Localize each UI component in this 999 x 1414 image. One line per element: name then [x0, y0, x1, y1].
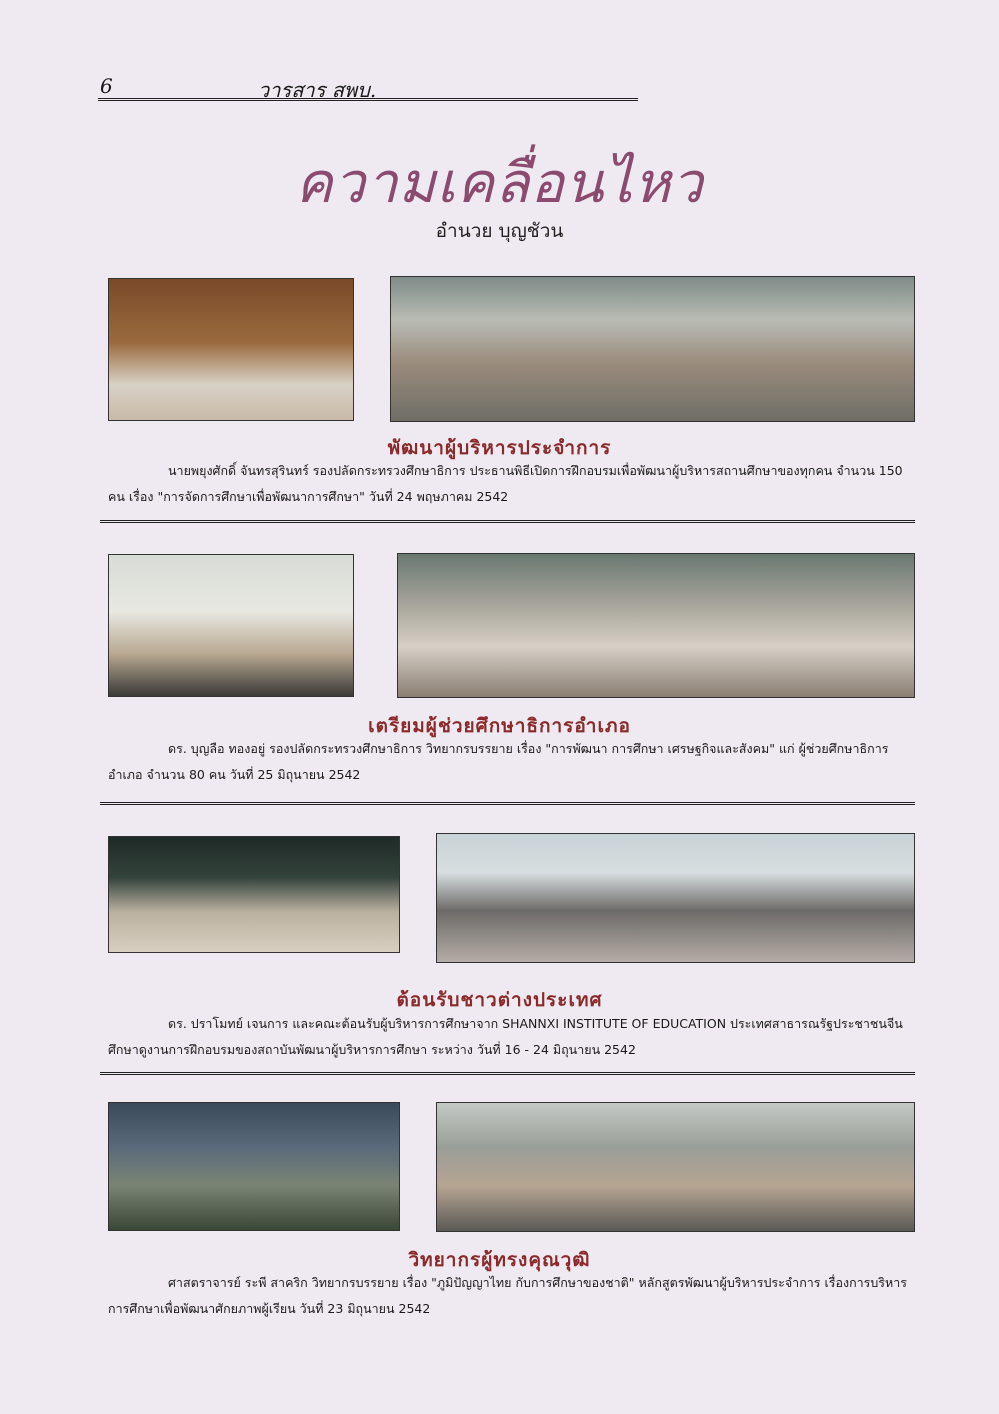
section-heading: ต้อนรับชาวต่างประเทศ [396, 989, 603, 1011]
section-divider [100, 802, 915, 807]
section-caption [108, 458, 914, 510]
header-rule [98, 98, 638, 103]
section-heading: พัฒนาผู้บริหารประจำการ [387, 437, 612, 459]
section-caption [108, 736, 914, 788]
photo-welcome-meeting [108, 836, 400, 953]
photo-lecture-audience [436, 1102, 915, 1232]
caption-text: นายพยุงศักดิ์ จันทรสุรินทร์ รองปลัดกระทรวงศึกษาธิการ ประธานพิธีเปิดการฝึกอบรมเพื่อพัฒนาผู้บริหารสถานศึกษาของทุกคน จำนวน 150 คน เรื่อง "การจัดการศึกษาเพื่อพัฒนาการศึกษา" วันที่ 24 พฤษภาคม 2542 [108, 463, 903, 504]
caption-text: ดร. ปราโมทย์ เจนการ และคณะต้อนรับผู้บริหารการศึกษาจาก SHANNXI INSTITUTE OF EDUCATION ประเทศสาธารณรัฐประชาชนจีน ศึกษาดูงานการฝึกอบรมของสถาบันพัฒนาผู้บริหารการศึกษา ระหว่าง วันที่ 16 - 24 มิถุนายน 2542 [108, 1016, 903, 1057]
section-heading: เตรียมผู้ช่วยศึกษาธิการอำเภอ [368, 715, 631, 737]
photo-training-audience [390, 276, 915, 422]
page-number: 6 [100, 74, 113, 98]
section-caption [108, 1270, 914, 1322]
section-heading: วิทยากรผู้ทรงคุณวุฒิ [408, 1249, 591, 1271]
journal-title: วารสาร สพบ. [258, 78, 377, 102]
photo-lecturer-microphone [108, 554, 354, 697]
caption-text: ศาสตราจารย์ ระพี สาคริก วิทยากรบรรยาย เรื่อง "ภูมิปัญญาไทย กับการศึกษาของชาติ" หลักสูตรพัฒนาผู้บริหารประจำการ เรื่องการบริหารการศึกษาเพื่อพัฒนาศักยภาพผู้เรียน วันที่ 23 มิถุนายน 2542 [108, 1275, 907, 1316]
photo-group-welcome [436, 833, 915, 963]
photo-speaker-podium [108, 278, 354, 421]
section-divider [100, 520, 915, 525]
photo-seminar-audience [397, 553, 915, 698]
author-name: อำนวย บุญชัวน [435, 220, 564, 242]
photo-professor-lecture [108, 1102, 400, 1231]
section-caption [108, 1011, 914, 1063]
page-title: ความเคลื่อนไหว [295, 151, 704, 216]
caption-text: ดร. บุญลือ ทองอยู่ รองปลัดกระทรวงศึกษาธิการ วิทยากรบรรยาย เรื่อง "การพัฒนา การศึกษา เศรษฐกิจและสังคม" แก่ ผู้ช่วยศึกษาธิการอำเภอ จำนวน 80 คน วันที่ 25 มิถุนายน 2542 [108, 741, 889, 782]
section-divider [100, 1072, 915, 1077]
